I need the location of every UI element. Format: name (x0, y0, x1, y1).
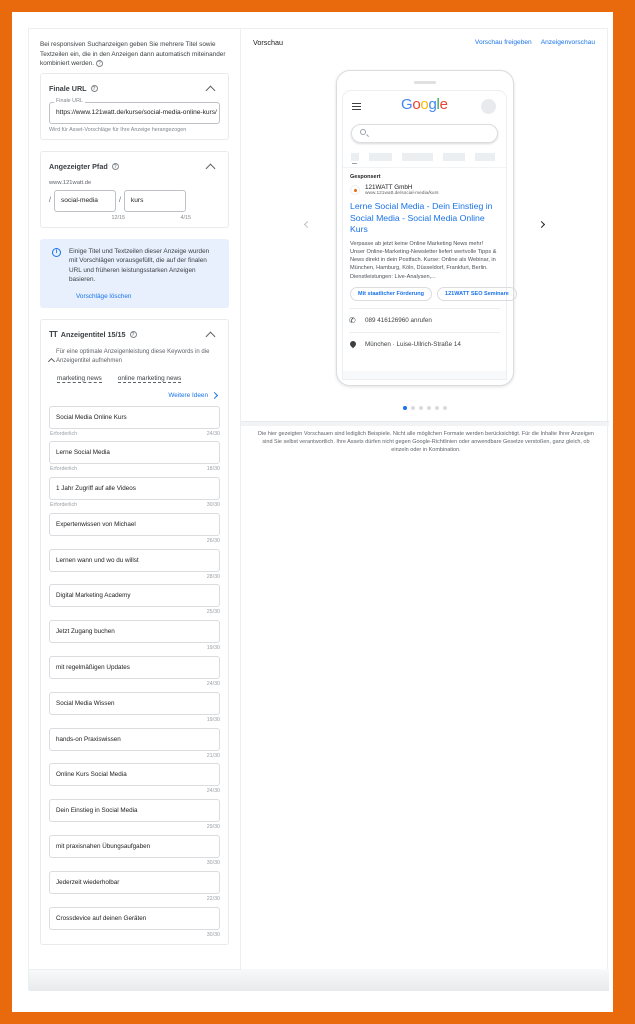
help-icon[interactable]: ? (96, 60, 103, 67)
collapse-chevron-icon[interactable] (206, 163, 216, 173)
final-url-hint: Wird für Asset-Vorschläge für Ihre Anzeige herangezogen (49, 126, 187, 133)
ad-form-panel (29, 29, 241, 991)
pagination-dot[interactable] (427, 406, 431, 410)
tab-indicator (352, 163, 357, 164)
help-icon[interactable]: ? (131, 332, 135, 338)
keyword-chip[interactable]: marketing news (57, 374, 102, 382)
path1-input[interactable]: social-media (54, 190, 116, 212)
previous-preview-arrow-icon[interactable] (304, 221, 311, 228)
mobile-phone-mockup (336, 70, 514, 386)
headline-input[interactable]: 1 Jahr Zugriff auf alle Videos (49, 477, 220, 500)
path-separator: / (118, 197, 121, 204)
sitelink-chip: Mit staatlicher Förderung (350, 287, 432, 301)
display-path-section (40, 151, 229, 228)
headline-item (49, 835, 220, 871)
headline-item (49, 549, 220, 585)
display-domain: www.121watt.de (49, 179, 92, 186)
char-count: 28/30 (206, 573, 220, 580)
phone-speaker (414, 81, 436, 84)
pagination-dot[interactable] (419, 406, 423, 410)
location-pin-icon (349, 340, 357, 348)
final-url-section (40, 73, 229, 140)
headline-item (49, 513, 220, 549)
keyword-chip[interactable]: online marketing news (117, 374, 182, 382)
char-count: 24/30 (206, 430, 220, 437)
menu-icon (352, 103, 361, 110)
help-icon[interactable]: ? (113, 164, 117, 170)
call-extension: ✆ 089 416126960 anrufen (349, 308, 500, 332)
headline-input[interactable]: Social Media Online Kurs (49, 406, 220, 429)
final-url-header[interactable] (49, 84, 220, 94)
headline-input[interactable]: Jetzt Zugang buchen (49, 620, 220, 643)
char-count: 30/30 (206, 860, 220, 867)
search-tabs-placeholder (351, 153, 506, 161)
headline-input[interactable]: Online Kurs Social Media (49, 763, 220, 786)
preview-panel (241, 29, 609, 991)
headline-item (49, 871, 220, 907)
section-title: Finale URL (49, 84, 87, 93)
scroll-fade (29, 969, 241, 991)
avatar (481, 99, 496, 114)
preview-title: Vorschau (253, 38, 283, 47)
headlines-header[interactable] (49, 330, 220, 340)
preview-disclaimer: Die hier gezeigten Vorschauen sind lediglich Beispiele. Nicht alle möglichen Formate werden berücksichtigt. Für die Inhalte Ihrer Anzeigen sind Sie selbst verantwortlich. Ihre Assets dürfen nicht gegen Google-Richtlinien oder anwendbare Gesetze verstoßen, ganz gleich, ob einzeln oder in Kombination. (258, 431, 594, 453)
collapse-chevron-icon[interactable] (206, 331, 216, 341)
google-serp-preview (342, 90, 507, 380)
headline-item (49, 763, 220, 799)
favicon-icon (350, 185, 360, 195)
search-box (351, 124, 498, 143)
headline-input[interactable]: Lerne Social Media (49, 441, 220, 464)
ad-description: Verpasse ab jetzt keine Online Marketing News mehr! Unser Online-Marketing-Newsletter liefert wertvolle Tipps & News direkt in dein Postfach. Kurse: Online als Webinar, in München, Hamburg, Köln, Düsseldorf, Frankfurt, Berlin. Dienstleistungen: Live-Analysen,... (350, 240, 497, 280)
char-count: 29/30 (206, 824, 220, 831)
more-ideas-button[interactable]: Weitere Ideen (49, 392, 220, 399)
headline-input[interactable]: Crossdevice auf deinen Geräten (49, 907, 220, 930)
char-count: 30/30 (206, 502, 220, 509)
headline-input[interactable]: Dein Einstieg in Social Media (49, 799, 220, 822)
collapse-keywords-icon[interactable] (48, 357, 55, 364)
search-icon (360, 129, 366, 135)
section-title: Anzeigentitel 15/15 (60, 330, 126, 339)
pagination-dot[interactable] (411, 406, 415, 410)
ad-preview-link[interactable]: Anzeigenvorschau (540, 39, 595, 46)
path2-input[interactable]: kurs (124, 190, 186, 212)
sitelinks (350, 287, 509, 301)
google-logo: Google (401, 96, 448, 113)
info-text: Einige Titel und Textzeilen dieser Anzeige wurden mit Vorschlägen vorausgefüllt, die auf der finalen URL und früheren leistungsstarken Anzeigen basieren. (69, 247, 210, 283)
char-count: 18/30 (206, 466, 220, 473)
intro-text: Bei responsiven Suchanzeigen geben Sie mehrere Titel sowie Textzeilen ein, die in den Anzeigen dann automatisch miteinander kombiniert werden. ? (40, 41, 226, 67)
search-ad (343, 167, 509, 356)
next-preview-arrow-icon[interactable] (538, 221, 545, 228)
headline-input[interactable]: mit praxisnahen Übungsaufgaben (49, 835, 220, 858)
preview-pagination (403, 406, 447, 410)
advertiser-name: 121WATT GmbH (365, 184, 413, 191)
required-label: Erforderlich (50, 502, 78, 509)
scroll-fade (241, 969, 609, 991)
char-count: 24/30 (206, 681, 220, 688)
phone-icon: ✆ (349, 315, 356, 325)
headline-item (49, 728, 220, 764)
headline-item (49, 406, 220, 442)
headline-input[interactable]: hands-on Praxiswissen (49, 728, 220, 751)
path2-char-count: 4/15 (180, 214, 191, 221)
char-count: 22/30 (206, 895, 220, 902)
required-label: Erforderlich (50, 466, 78, 473)
headline-item (49, 477, 220, 513)
advertiser-url: www.121watt.de/social-media/kurs (365, 191, 439, 196)
char-count: 26/30 (206, 537, 220, 544)
keyword-suggestions (49, 375, 220, 383)
required-label: Erforderlich (50, 430, 78, 437)
pagination-dot[interactable] (403, 406, 407, 410)
section-title: Angezeigter Pfad (49, 162, 108, 171)
headline-item (49, 907, 220, 943)
info-icon: i (52, 248, 61, 257)
ad-editor (28, 28, 608, 990)
headline-input[interactable]: Jederzeit wiederholbar (49, 871, 220, 894)
headline-input[interactable]: Lernen wann und wo du willst (49, 549, 220, 572)
field-label: Finale URL (56, 97, 83, 104)
suggestions-info-box (40, 239, 229, 308)
sitelink-chip: 121WATT SEO Seminare (437, 287, 517, 301)
share-preview-link[interactable]: Vorschau freigeben (474, 39, 532, 46)
screen-footer (343, 371, 506, 379)
clear-suggestions-button[interactable]: Vorschläge löschen (76, 292, 132, 300)
headline-item (49, 799, 220, 835)
collapse-chevron-icon[interactable] (206, 85, 216, 95)
final-url-input[interactable]: Finale URL https://www.121watt.de/kurse/social-media-online-kurs/ (49, 102, 220, 124)
display-path-header[interactable] (49, 162, 220, 172)
sponsored-label: Gesponsert (350, 174, 381, 180)
char-count: 19/30 (206, 645, 220, 652)
ad-headline: Lerne Social Media - Dein Einstieg in Social Media - Social Media Online Kurs (350, 201, 493, 234)
chevron-right-icon (211, 391, 218, 398)
headline-item (49, 620, 220, 656)
char-count: 21/30 (206, 752, 220, 759)
headlines-section (40, 319, 229, 946)
keyword-hint: Für eine optimale Anzeigenleistung diese Keywords in die Anzeigentitel aufnehmen (56, 348, 210, 364)
headline-item (49, 656, 220, 692)
location-extension: München · Luise-Ullrich-Straße 14 (349, 332, 500, 356)
help-icon[interactable]: ? (92, 86, 96, 92)
pagination-dot[interactable] (443, 406, 447, 410)
headline-input[interactable]: Expertenwissen von Michael (49, 513, 220, 536)
char-count: 25/30 (206, 609, 220, 616)
path1-char-count: 12/15 (111, 214, 125, 221)
headline-item (49, 584, 220, 620)
divider (241, 421, 609, 426)
path-separator: / (49, 197, 51, 204)
headline-input[interactable]: mit regelmäßigen Updates (49, 656, 220, 679)
headline-input[interactable]: Digital Marketing Academy (49, 584, 220, 607)
char-count: 19/30 (206, 716, 220, 723)
headline-item (49, 441, 220, 477)
headline-item (49, 692, 220, 728)
pagination-dot[interactable] (435, 406, 439, 410)
char-count: 24/30 (206, 788, 220, 795)
char-count: 30/30 (206, 931, 220, 938)
text-format-icon: TT (49, 330, 57, 339)
headline-input[interactable]: Social Media Wissen (49, 692, 220, 715)
